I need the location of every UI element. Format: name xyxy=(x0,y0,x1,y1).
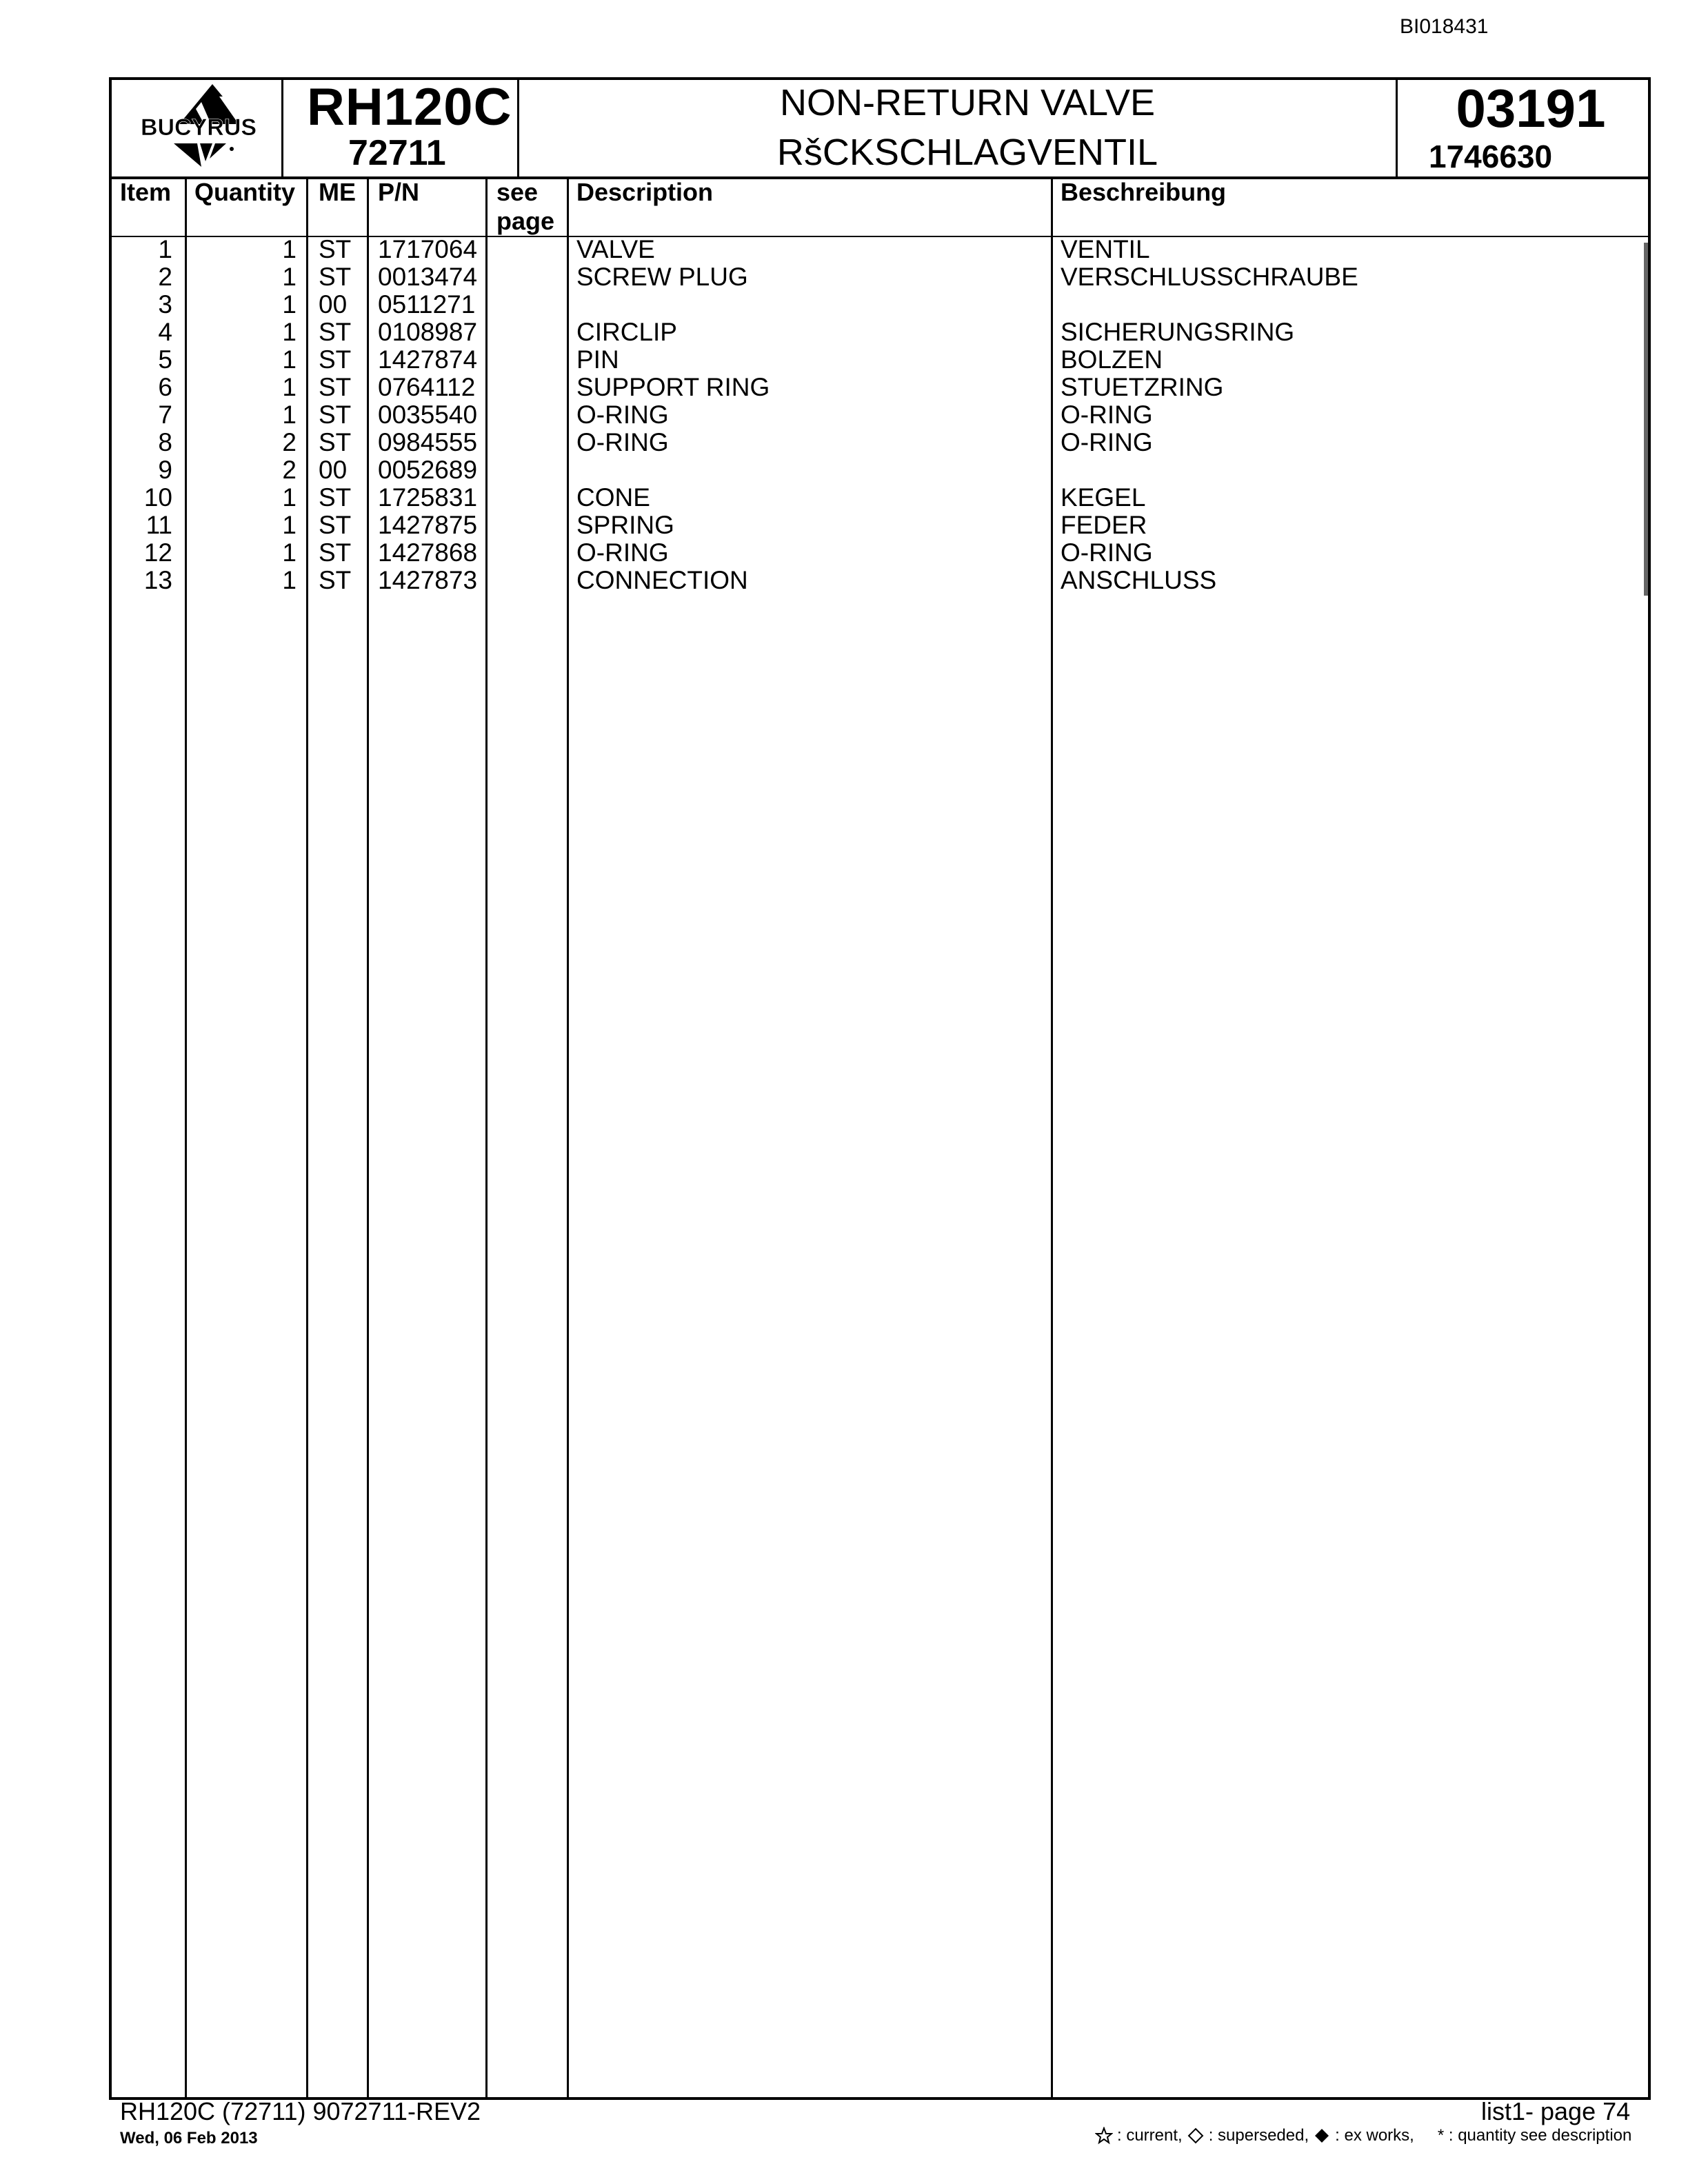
assembly-part-number: 1746630 xyxy=(1429,139,1553,174)
legend-exworks-label: : ex works, xyxy=(1335,2126,1414,2145)
vertical-scrollbar[interactable] xyxy=(1644,243,1648,596)
footer-legend xyxy=(1095,2126,1631,2145)
cell-part-number: 0984555 xyxy=(378,428,478,456)
cell-description: O-RING xyxy=(576,401,669,429)
cell-quantity: 1 xyxy=(282,511,297,539)
cell-quantity: 2 xyxy=(282,456,297,484)
column-line-quantity xyxy=(306,176,308,2100)
cell-part-number: 1427868 xyxy=(378,538,478,567)
cell-item: 5 xyxy=(158,345,172,374)
column-header-beschreibung: Beschreibung xyxy=(1061,178,1227,206)
cell-description: VALVE xyxy=(576,235,655,263)
diamond-filled-icon xyxy=(1313,2127,1331,2145)
column-line-see-page xyxy=(567,176,569,2100)
cell-part-number: 0511271 xyxy=(378,290,476,318)
cell-part-number: 1717064 xyxy=(378,235,478,263)
cell-part-number: 0052689 xyxy=(378,456,478,484)
cell-beschreibung: FEDER xyxy=(1061,511,1147,539)
cell-description: O-RING xyxy=(576,428,669,456)
column-header-quantity: Quantity xyxy=(194,178,296,206)
cell-me: ST xyxy=(319,263,352,291)
model-number: 72711 xyxy=(348,133,446,173)
cell-beschreibung: O-RING xyxy=(1061,538,1153,567)
title-german: RšCKSCHLAGVENTIL xyxy=(776,132,1158,173)
header-divider-logo xyxy=(281,80,283,178)
cell-quantity: 1 xyxy=(282,235,297,263)
cell-description: CIRCLIP xyxy=(576,318,677,346)
bucyrus-logo xyxy=(116,81,281,178)
cell-beschreibung: O-RING xyxy=(1061,401,1153,429)
cell-beschreibung: O-RING xyxy=(1061,428,1153,456)
legend-superseded-label: : superseded, xyxy=(1208,2126,1309,2145)
cell-item: 13 xyxy=(143,566,172,594)
cell-part-number: 0013474 xyxy=(378,263,478,291)
column-header-pn: P/N xyxy=(378,178,420,206)
cell-me: ST xyxy=(319,483,352,512)
cell-item: 7 xyxy=(158,401,172,429)
cell-item: 9 xyxy=(158,456,172,484)
cell-item: 2 xyxy=(158,263,172,291)
column-header-see: see xyxy=(496,178,539,206)
cell-part-number: 1725831 xyxy=(378,483,478,512)
cell-me: ST xyxy=(319,345,352,374)
cell-item: 8 xyxy=(158,428,172,456)
column-header-item: Item xyxy=(120,178,172,206)
cell-part-number: 1427873 xyxy=(378,566,478,594)
cell-item: 6 xyxy=(158,373,172,401)
cell-description: SCREW PLUG xyxy=(576,263,748,291)
document-id: BI018431 xyxy=(1400,15,1489,38)
logo-wordmark: BUCYRUS xyxy=(140,114,257,141)
cell-quantity: 1 xyxy=(282,373,297,401)
cell-quantity: 1 xyxy=(282,566,297,594)
cell-me: ST xyxy=(319,401,352,429)
cell-item: 4 xyxy=(158,318,172,346)
cell-item: 10 xyxy=(143,483,172,512)
cell-quantity: 2 xyxy=(282,428,297,456)
cell-quantity: 1 xyxy=(282,290,297,318)
cell-me: ST xyxy=(319,235,352,263)
cell-part-number: 0108987 xyxy=(378,318,478,346)
column-line-description xyxy=(1051,176,1053,2100)
cell-beschreibung: SICHERUNGSRING xyxy=(1061,318,1295,346)
legend-quantity-label: * : quantity see description xyxy=(1437,2126,1632,2145)
header-divider-model xyxy=(517,80,519,178)
cell-quantity: 1 xyxy=(282,345,297,374)
cell-description: CONNECTION xyxy=(576,566,748,594)
cell-description: O-RING xyxy=(576,538,669,567)
cell-me: ST xyxy=(319,428,352,456)
cell-item: 3 xyxy=(158,290,172,318)
cell-beschreibung: VERSCHLUSSCHRAUBE xyxy=(1061,263,1358,291)
footer-doc-reference: RH120C (72711) 9072711-REV2 xyxy=(120,2097,481,2125)
cell-beschreibung: KEGEL xyxy=(1061,483,1146,512)
cell-quantity: 1 xyxy=(282,318,297,346)
column-header-me: ME xyxy=(319,178,356,206)
footer-page-number: list1- page 74 xyxy=(1481,2097,1631,2125)
doc-number: 03191 xyxy=(1456,78,1606,139)
column-header-description: Description xyxy=(576,178,714,206)
title-english: NON-RETURN VALVE xyxy=(779,82,1156,123)
cell-description: PIN xyxy=(576,345,619,374)
cell-item: 11 xyxy=(145,511,172,539)
cell-quantity: 1 xyxy=(282,401,297,429)
cell-beschreibung: BOLZEN xyxy=(1061,345,1163,374)
cell-part-number: 1427875 xyxy=(378,511,478,539)
cell-beschreibung: VENTIL xyxy=(1061,235,1150,263)
column-header-page: page xyxy=(496,207,555,235)
cell-part-number: 0035540 xyxy=(378,401,478,429)
cell-part-number: 1427874 xyxy=(378,345,478,374)
cell-me: ST xyxy=(319,538,352,567)
cell-item: 12 xyxy=(143,538,172,567)
cell-description: SUPPORT RING xyxy=(576,373,770,401)
cell-part-number: 0764112 xyxy=(378,373,476,401)
cell-me: ST xyxy=(319,373,352,401)
star-outline-icon xyxy=(1095,2127,1113,2145)
cell-description: CONE xyxy=(576,483,650,512)
cell-beschreibung: STUETZRING xyxy=(1061,373,1224,401)
cell-me: 00 xyxy=(319,290,348,318)
footer-date: Wed, 06 Feb 2013 xyxy=(120,2129,258,2147)
diamond-outline-icon xyxy=(1187,2127,1205,2145)
cell-me: ST xyxy=(319,566,352,594)
column-line-item xyxy=(185,176,187,2100)
cell-me: 00 xyxy=(319,456,348,484)
cell-me: ST xyxy=(319,318,352,346)
model-name: RH120C xyxy=(307,78,512,136)
cell-quantity: 1 xyxy=(282,483,297,512)
cell-me: ST xyxy=(319,511,352,539)
legend-current-label: : current, xyxy=(1117,2126,1183,2145)
cell-item: 1 xyxy=(158,235,172,263)
cell-description: SPRING xyxy=(576,511,674,539)
cell-quantity: 1 xyxy=(282,538,297,567)
cell-beschreibung: ANSCHLUSS xyxy=(1061,566,1217,594)
cell-quantity: 1 xyxy=(282,263,297,291)
